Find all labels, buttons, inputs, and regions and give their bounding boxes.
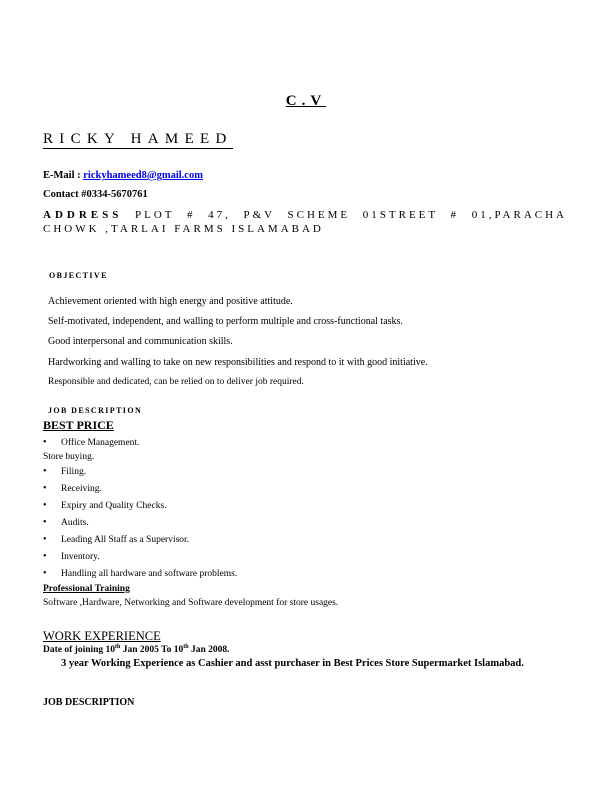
objective-line: Hardworking and walling to take on new responsibilities and respond to it with good initiative. — [48, 357, 428, 368]
list-item: • Audits. — [43, 517, 89, 528]
objective-heading: OBJECTIVE — [49, 271, 108, 280]
bullet-icon: • — [43, 534, 47, 545]
bullet-icon: • — [43, 437, 47, 448]
professional-training-heading: Professional Training — [43, 584, 130, 594]
bullet-icon: • — [43, 568, 47, 579]
experience-summary: 3 year Working Experience as Cashier and asst purchaser in Best Prices Store Supermarket Islamabad. — [61, 658, 524, 669]
objective-line: Responsible and dedicated, can be relied on to deliver job required. — [48, 377, 304, 387]
objective-line: Good interpersonal and communication skills. — [48, 336, 233, 347]
objective-line: Achievement oriented with high energy and positive attitude. — [48, 296, 293, 307]
list-item: • Expiry and Quality Checks. — [43, 500, 167, 511]
address-line — [43, 208, 567, 236]
list-item: • Leading All Staff as a Supervisor. — [43, 534, 190, 545]
date-of-joining: Date of joining 10th Jan 2005 To 10th Jan 2008. — [43, 644, 230, 656]
candidate-name: RICKY HAMEED — [43, 131, 233, 147]
bullet-icon: • — [43, 517, 47, 528]
company-name: BEST PRICE — [43, 418, 114, 432]
bullet-icon: • — [43, 500, 47, 511]
store-buying: Store buying. — [43, 452, 95, 462]
bullet-icon: • — [43, 466, 47, 477]
objective-line: Self-motivated, independent, and walling to perform multiple and cross-functional tasks. — [48, 316, 403, 327]
address-value: PLOT # 47, P&V SCHEME 01STREET # 01,PARACHA CHOWK ,TARLAI FARMS ISLAMABAD — [43, 209, 567, 235]
bullet-icon: • — [43, 483, 47, 494]
list-item: • Filing. — [43, 466, 87, 477]
list-item: • Receiving. — [43, 483, 102, 494]
contact-line: Contact #0334-5670761 — [43, 189, 148, 200]
professional-training-text: Software ,Hardware, Networking and Software development for store usages. — [43, 598, 339, 608]
list-item: • Office Management. — [43, 437, 140, 448]
work-experience-heading: WORK EXPERIENCE — [43, 629, 161, 643]
list-item: • Handling all hardware and software problems. — [43, 568, 238, 579]
email-link[interactable]: rickyhameed8@gmail.com — [83, 170, 203, 181]
job-description-heading-2: JOB DESCRIPTION — [43, 697, 135, 708]
document-title: C.V — [285, 93, 327, 109]
list-item: • Inventory. — [43, 551, 100, 562]
job-description-heading: JOB DESCRIPTION — [48, 406, 143, 415]
email-label: E-Mail : — [43, 170, 81, 181]
address-label: ADDRESS — [43, 209, 123, 221]
email-line — [43, 170, 203, 181]
bullet-icon: • — [43, 551, 47, 562]
